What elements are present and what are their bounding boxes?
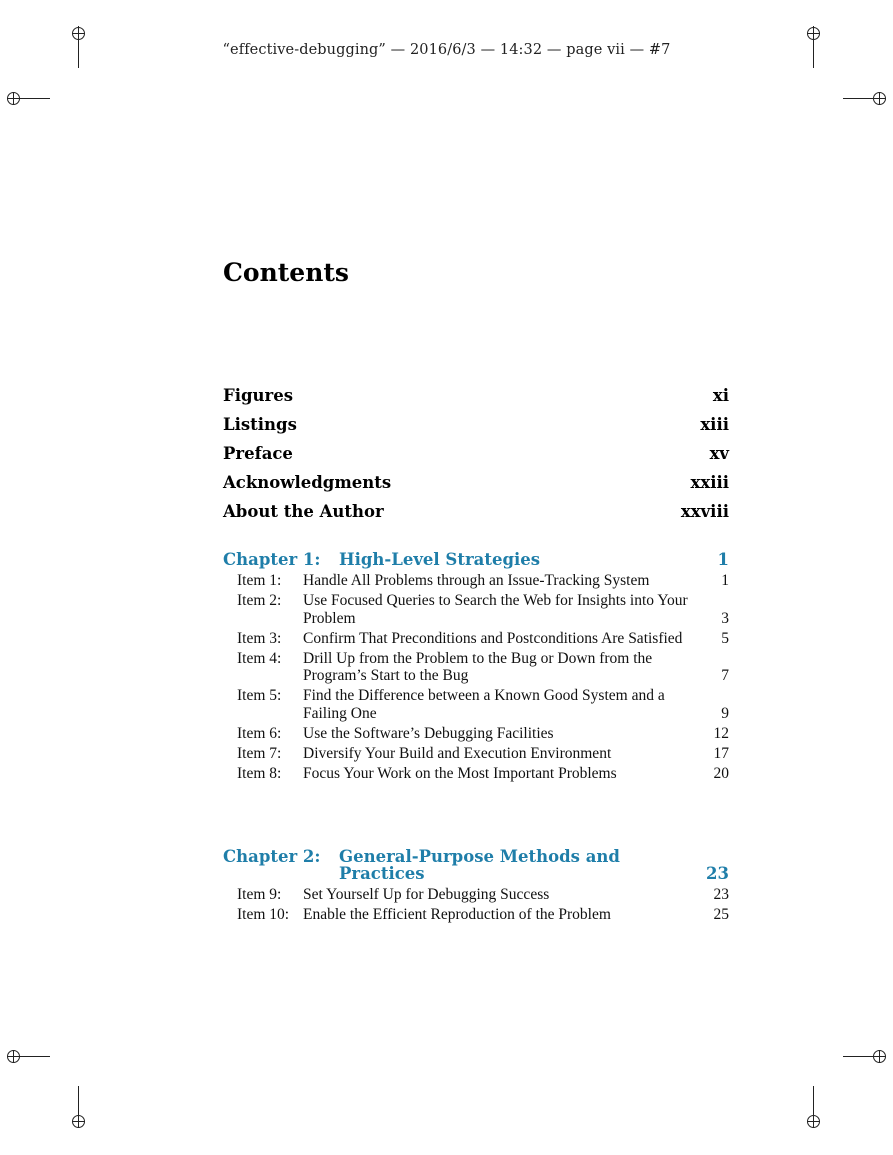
toc-item[interactable] (223, 725, 729, 743)
toc-entry-acknowledgments[interactable] (223, 473, 729, 502)
chapter-title: High-Level Strategies (339, 550, 541, 569)
item-page: 5 (721, 629, 729, 647)
toc-item[interactable] (223, 765, 729, 783)
toc-item[interactable] (223, 592, 729, 627)
chapter-page: 23 (706, 864, 729, 883)
item-page: 9 (721, 704, 729, 722)
registration-mark-icon (873, 1050, 886, 1063)
item-title: Use Focused Queries to Search the Web for Insights into Your Problem (303, 592, 688, 627)
item-number: Item 6: (237, 724, 282, 742)
registration-mark-icon (7, 92, 20, 105)
chapter-1-section (223, 551, 729, 785)
chapter-2-section (223, 848, 729, 926)
toc-entry-listings[interactable] (223, 415, 729, 444)
toc-entry-page: xxiii (690, 473, 729, 492)
registration-mark-icon (807, 1115, 820, 1128)
item-title: Confirm That Preconditions and Postconditions Are Satisfied (303, 629, 683, 647)
item-page: 7 (721, 667, 729, 684)
chapter-page: 1 (717, 550, 729, 569)
toc-entry-preface[interactable] (223, 444, 729, 473)
item-list (223, 886, 729, 924)
item-number: Item 1: (237, 572, 282, 589)
toc-item[interactable] (223, 572, 729, 590)
item-number: Item 9: (237, 886, 282, 903)
toc-entry-label: About the Author (223, 502, 384, 521)
chapter-heading[interactable] (223, 848, 729, 882)
chapter-number: Chapter 1: (223, 550, 321, 569)
toc-entry-label: Preface (223, 444, 293, 463)
item-page: 23 (713, 886, 729, 903)
toc-item[interactable] (223, 630, 729, 648)
page-title: Contents (223, 258, 350, 287)
toc-entry-label: Figures (223, 386, 293, 405)
registration-mark-icon (873, 92, 886, 105)
toc-entry-page: xxviii (680, 502, 729, 521)
item-title: Set Yourself Up for Debugging Success (303, 886, 550, 903)
toc-item[interactable] (223, 886, 729, 904)
toc-entry-about-the-author[interactable] (223, 502, 729, 531)
toc-item[interactable] (223, 687, 729, 722)
item-number: Item 4: (237, 649, 282, 667)
front-matter-list (223, 386, 729, 531)
item-number: Item 2: (237, 592, 282, 609)
item-list (223, 572, 729, 782)
registration-mark-icon (72, 27, 85, 40)
item-title: Find the Difference between a Known Good System and a Failing One (303, 687, 665, 722)
item-page: 3 (721, 609, 729, 627)
toc-entry-page: xv (709, 444, 729, 463)
item-page: 20 (713, 764, 729, 782)
item-title: Use the Software’s Debugging Facilities (303, 724, 554, 742)
item-title: Drill Up from the Problem to the Bug or Down from the Program’s Start to the Bug (303, 649, 653, 684)
item-number: Item 3: (237, 629, 282, 647)
item-page: 12 (713, 724, 729, 742)
registration-mark-icon (807, 27, 820, 40)
chapter-title: General-Purpose Methods and Practices (339, 847, 620, 883)
item-title: Handle All Problems through an Issue-Tracking System (303, 572, 650, 589)
toc-entry-page: xiii (700, 415, 729, 434)
item-page: 25 (713, 906, 729, 923)
toc-entry-label: Acknowledgments (223, 473, 392, 492)
chapter-heading[interactable] (223, 551, 729, 568)
item-title: Focus Your Work on the Most Important Problems (303, 764, 617, 782)
toc-item[interactable] (223, 906, 729, 924)
item-page: 17 (713, 744, 729, 762)
toc-entry-figures[interactable] (223, 386, 729, 415)
toc-entry-label: Listings (223, 415, 297, 434)
running-header: “effective-debugging” — 2016/6/3 — 14:32 — page vii — #7 (222, 42, 671, 58)
registration-mark-icon (7, 1050, 20, 1063)
toc-entry-page: xi (712, 386, 729, 405)
item-number: Item 10: (237, 906, 290, 923)
toc-item[interactable] (223, 745, 729, 763)
item-number: Item 5: (237, 687, 282, 704)
item-title: Diversify Your Build and Execution Environment (303, 744, 612, 762)
item-number: Item 8: (237, 764, 282, 782)
item-title: Enable the Efficient Reproduction of the Problem (303, 906, 611, 923)
item-number: Item 7: (237, 744, 282, 762)
chapter-number: Chapter 2: (223, 847, 321, 866)
registration-mark-icon (72, 1115, 85, 1128)
toc-item[interactable] (223, 650, 729, 685)
item-page: 1 (721, 572, 729, 589)
